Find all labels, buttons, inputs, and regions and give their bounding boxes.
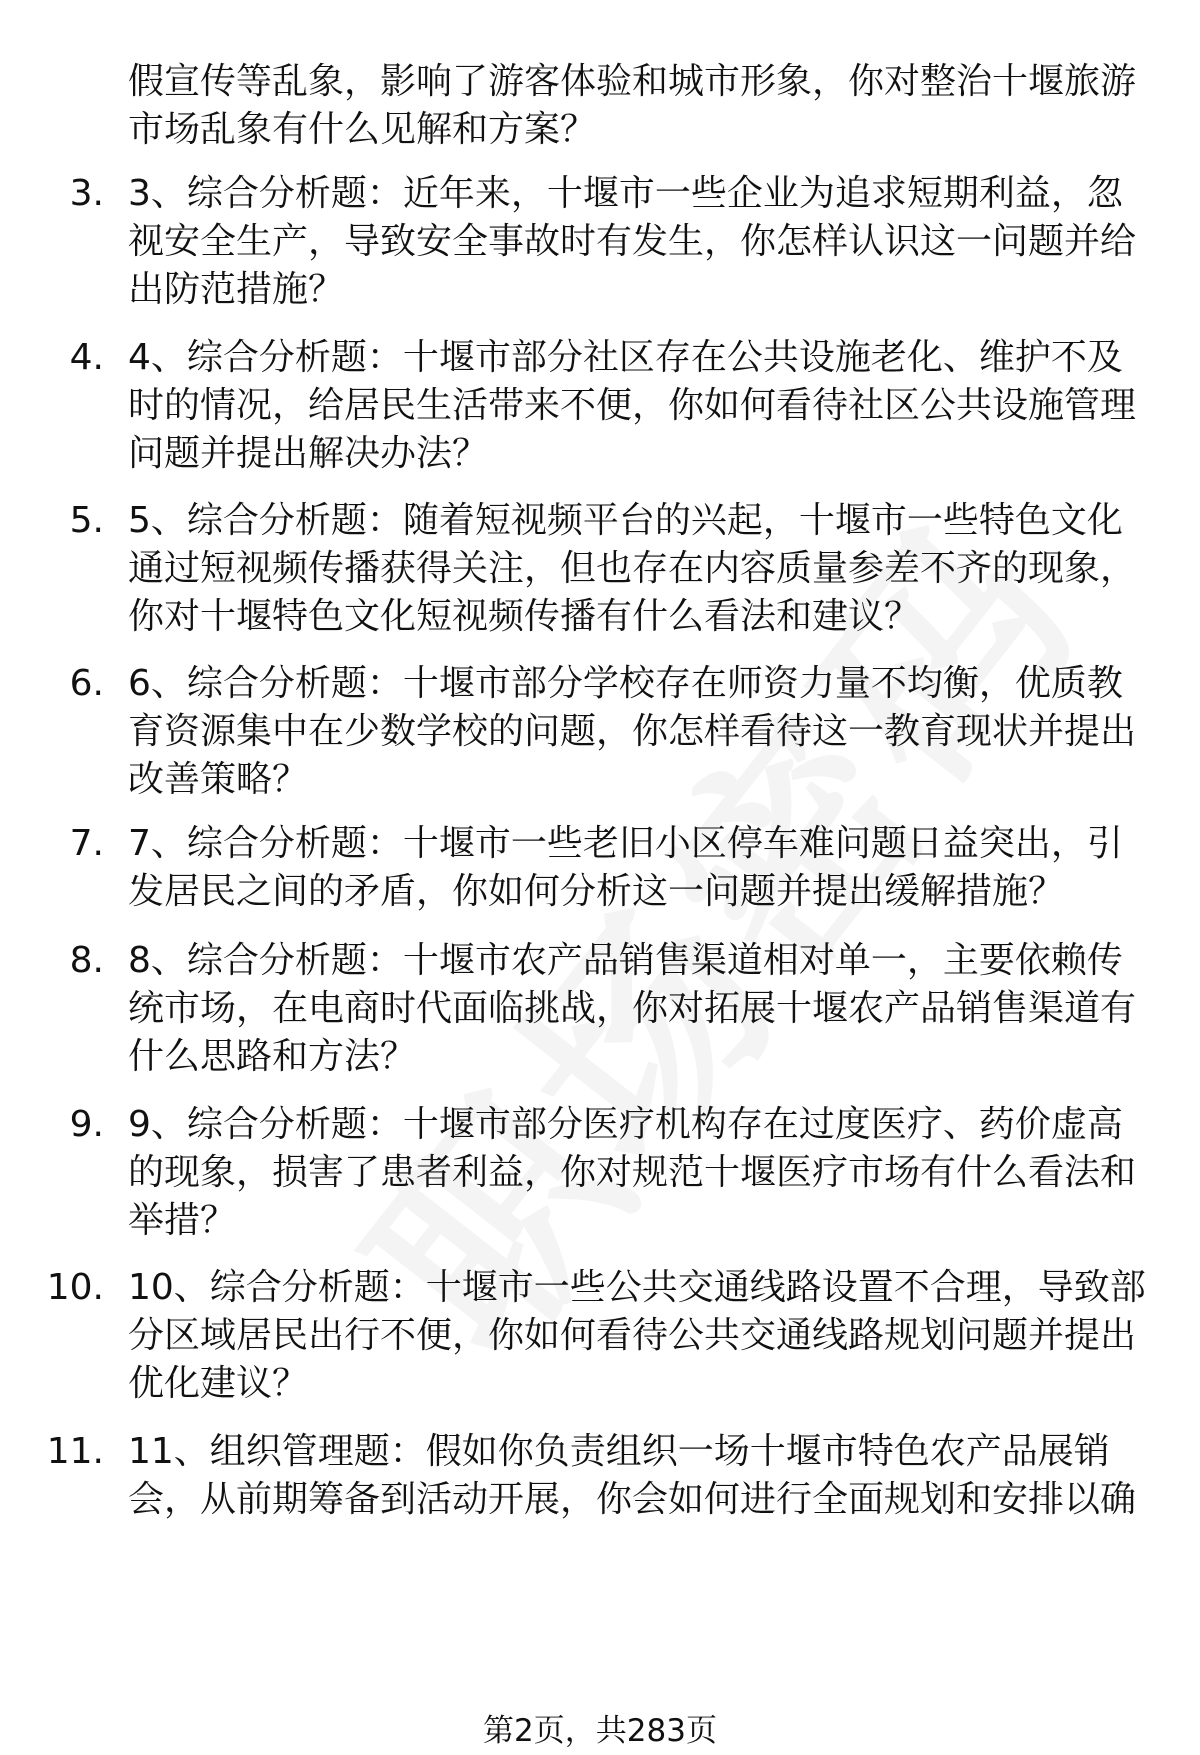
question-text: 3、综合分析题：近年来，十堰市一些企业为追求短期利益，忽视安全生产，导致安全事故时有发生，你怎样认识这一问题并给出防范措施？: [128, 173, 1137, 310]
question-text: 8、综合分析题：十堰市农产品销售渠道相对单一，主要依赖传统市场，在电商时代面临挑战，你对拓展十堰农产品销售渠道有什么思路和方法？: [128, 940, 1137, 1077]
question-number: 10.: [46, 1267, 104, 1308]
question-number: 5.: [69, 500, 104, 541]
question-number: 9.: [69, 1104, 104, 1145]
question-number: 3.: [69, 173, 104, 214]
page-footer: 第2页，共283页: [483, 1713, 717, 1749]
question-number: 7.: [69, 823, 104, 864]
question-continuation: 假宣传等乱象，影响了游客体验和城市形象，你对整治十堰旅游市场乱象有什么见解和方案？: [128, 61, 1137, 150]
question-number: 6.: [69, 663, 104, 704]
question-text: 7、综合分析题：十堰市一些老旧小区停车难问题日益突出，引发居民之间的矛盾，你如何分析这一问题并提出缓解措施？: [128, 823, 1123, 912]
question-number: 8.: [69, 940, 104, 981]
question-text: 5、综合分析题：随着短视频平台的兴起，十堰市一些特色文化通过短视频传播获得关注，但也存在内容质量参差不齐的现象，你对十堰特色文化短视频传播有什么看法和建议？: [128, 500, 1137, 637]
question-text: 4、综合分析题：十堰市部分社区存在公共设施老化、维护不及时的情况，给居民生活带来不便，你如何看待社区公共设施管理问题并提出解决办法？: [128, 337, 1137, 474]
question-text: 10、综合分析题：十堰市一些公共交通线路设置不合理，导致部分区域居民出行不便，你如何看待公共交通线路规划问题并提出优化建议？: [128, 1267, 1146, 1404]
question-text: 9、综合分析题：十堰市部分医疗机构存在过度医疗、药价虚高的现象，损害了患者利益，你对规范十堰医疗市场有什么看法和举措？: [128, 1104, 1137, 1241]
question-number: 11.: [46, 1431, 104, 1472]
question-text: 11、组织管理题：假如你负责组织一场十堰市特色农产品展销会，从前期筹备到活动开展，你会如何进行全面规划和安排以确: [128, 1431, 1137, 1520]
question-text: 6、综合分析题：十堰市部分学校存在师资力量不均衡，优质教育资源集中在少数学校的问题，你怎样看待这一教育现状并提出改善策略？: [128, 663, 1137, 800]
question-number: 4.: [69, 337, 104, 378]
